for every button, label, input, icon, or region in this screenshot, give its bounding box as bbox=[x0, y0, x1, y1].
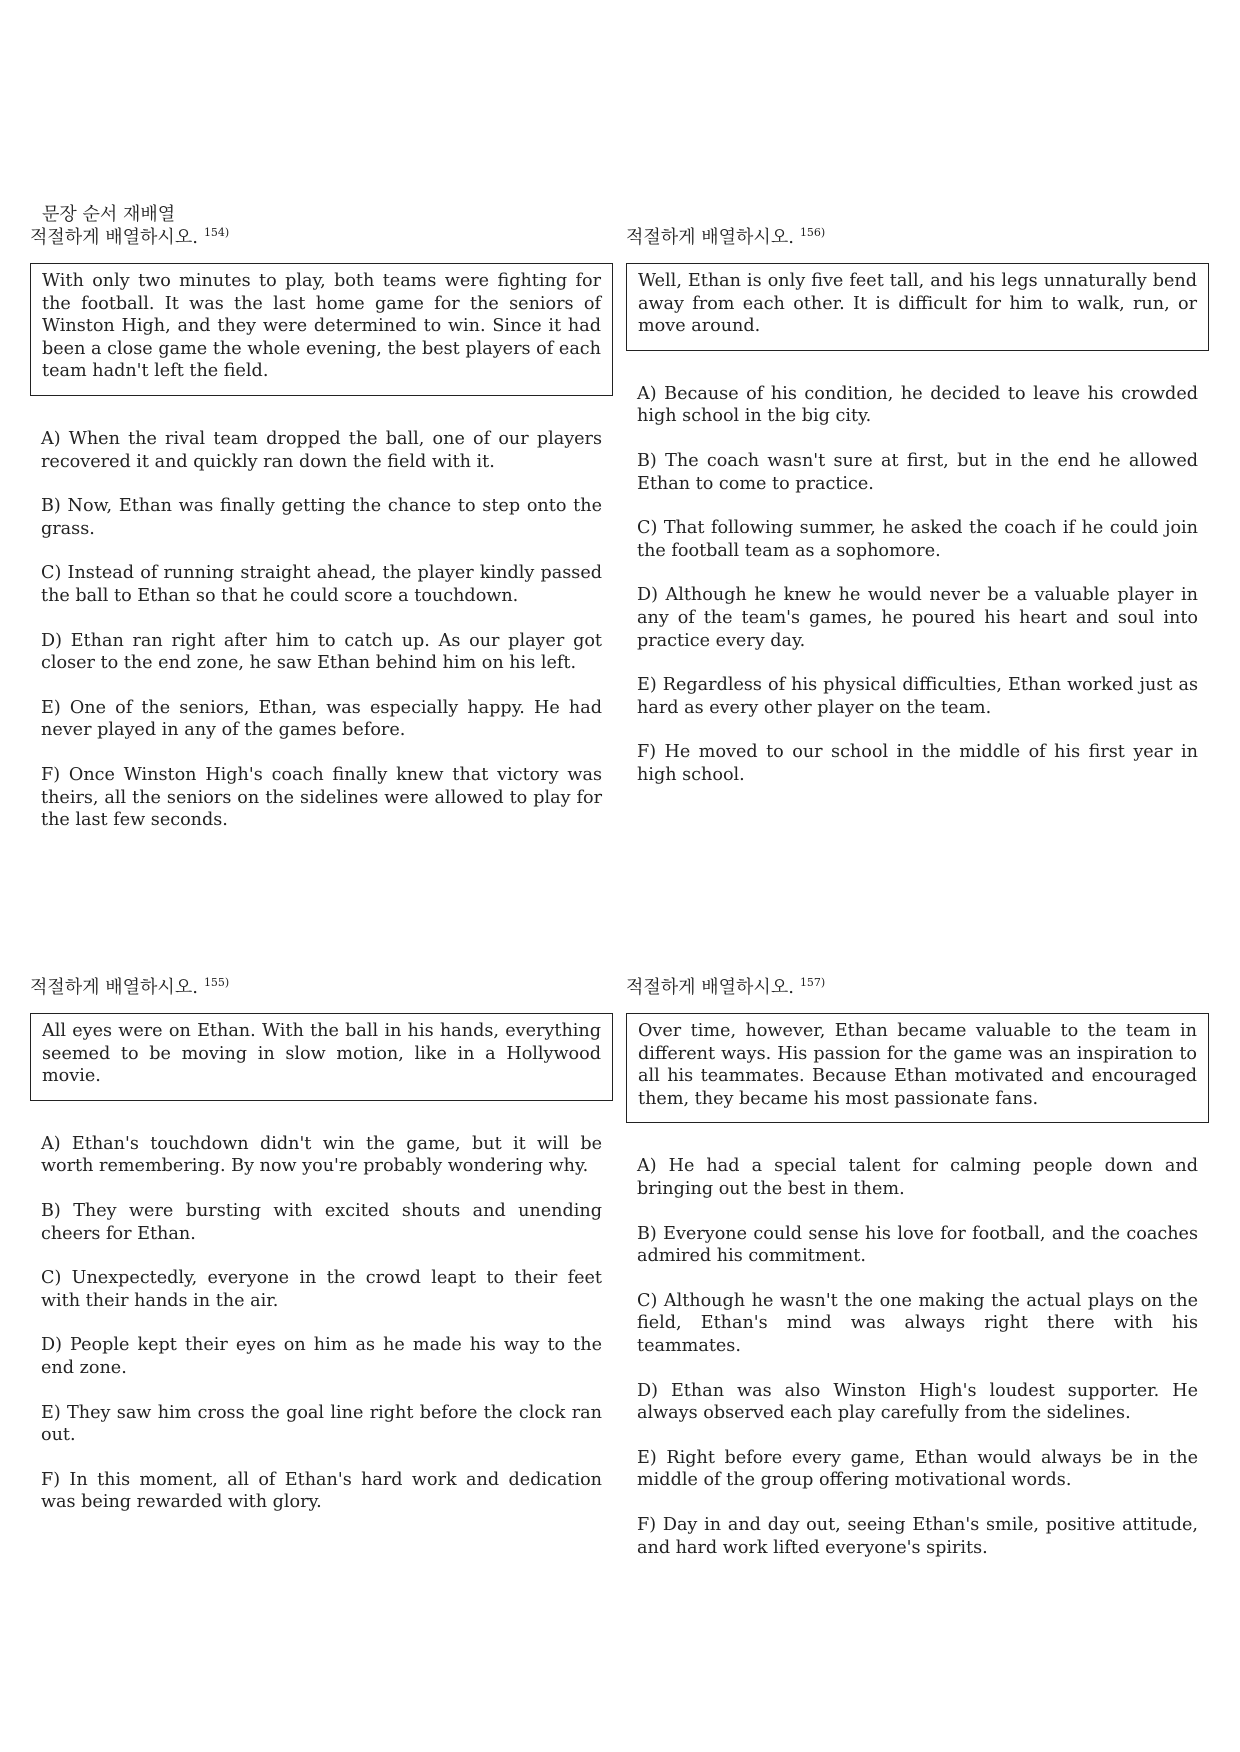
question-number: 154) bbox=[203, 226, 230, 239]
question-154 bbox=[30, 227, 613, 832]
option-list bbox=[626, 1155, 1209, 1559]
question-instruction: 적절하게 배열하시오. bbox=[30, 227, 198, 248]
option-d: D) Ethan was also Winston High's loudest supporter. He always observed each play carefully from the sidelines. bbox=[637, 1380, 1198, 1424]
option-c: C) Instead of running straight ahead, the player kindly passed the ball to Ethan so that he could score a touchdown. bbox=[41, 563, 602, 606]
option-f: F) Day in and day out, seeing Ethan's smile, positive attitude, and hard work lifted everyone's spirits. bbox=[637, 1514, 1198, 1558]
option-d: D) Ethan ran right after him to catch up. As our player got closer to the end zone, he saw Ethan behind him on his left. bbox=[41, 630, 602, 674]
option-b: B) The coach wasn't sure at first, but in the end he allowed Ethan to come to practice. bbox=[637, 450, 1198, 494]
option-a: A) When the rival team dropped the ball, one of our players recovered it and quickly ran down the field with it. bbox=[41, 428, 602, 472]
option-d: D) People kept their eyes on him as he made his way to the end zone. bbox=[41, 1335, 602, 1378]
option-e: E) Right before every game, Ethan would always be in the middle of the group offering motivational words. bbox=[637, 1447, 1198, 1491]
question-number: 156) bbox=[799, 226, 826, 239]
option-b: B) Everyone could sense his love for football, and the coaches admired his commitment. bbox=[637, 1223, 1198, 1267]
question-heading bbox=[626, 977, 1209, 999]
passage-box: Well, Ethan is only five feet tall, and his legs unnaturally bend away from each other. It is difficult for him to walk, run, or move around. bbox=[626, 263, 1209, 351]
section-title: 문장 순서 재배열 bbox=[42, 204, 176, 225]
question-156 bbox=[626, 227, 1209, 787]
option-f: F) In this moment, all of Ethan's hard work and dedication was being rewarded with glory. bbox=[41, 1469, 602, 1513]
question-heading bbox=[30, 977, 613, 999]
option-f: F) He moved to our school in the middle of his first year in high school. bbox=[637, 742, 1198, 785]
question-heading bbox=[30, 227, 613, 249]
passage-box: Over time, however, Ethan became valuable to the team in different ways. His passion for the game was an inspiration to all his teammates. Because Ethan motivated and encouraged them, they became his most passionate fans. bbox=[626, 1013, 1209, 1123]
option-d: D) Although he knew he would never be a valuable player in any of the team's games, he poured his heart and soul into practice every day. bbox=[637, 585, 1198, 651]
option-list bbox=[30, 428, 613, 832]
option-a: A) He had a special talent for calming people down and bringing out the best in them. bbox=[637, 1156, 1198, 1199]
passage-box: All eyes were on Ethan. With the ball in his hands, everything seemed to be moving in slow motion, like in a Hollywood movie. bbox=[30, 1013, 613, 1101]
question-instruction: 적절하게 배열하시오. bbox=[30, 977, 198, 998]
option-list bbox=[626, 383, 1209, 787]
question-155 bbox=[30, 977, 613, 1514]
option-a: A) Because of his condition, he decided to leave his crowded high school in the big city. bbox=[637, 383, 1198, 427]
option-e: E) One of the seniors, Ethan, was especially happy. He had never played in any of the games before. bbox=[41, 697, 602, 741]
option-b: B) Now, Ethan was finally getting the chance to step onto the grass. bbox=[41, 496, 602, 539]
option-b: B) They were bursting with excited shouts and unending cheers for Ethan. bbox=[41, 1200, 602, 1244]
option-f: F) Once Winston High's coach finally knew that victory was theirs, all the seniors on the sidelines were allowed to play for the last few seconds. bbox=[41, 764, 602, 831]
question-heading bbox=[626, 227, 1209, 249]
question-number: 155) bbox=[203, 976, 230, 989]
option-c: C) Although he wasn't the one making the actual plays on the field, Ethan's mind was always right there with his teammates. bbox=[637, 1290, 1198, 1356]
passage-box: With only two minutes to play, both teams were fighting for the football. It was the last home game for the seniors of Winston High, and they were determined to win. Since it had been a close game the whole evening, the best players of each team hadn't left the field. bbox=[30, 263, 613, 396]
option-list bbox=[30, 1133, 613, 1514]
option-e: E) Regardless of his physical difficulties, Ethan worked just as hard as every other player on the team. bbox=[637, 675, 1198, 718]
option-c: C) Unexpectedly, everyone in the crowd leapt to their feet with their hands in the air. bbox=[41, 1268, 602, 1311]
question-instruction: 적절하게 배열하시오. bbox=[626, 227, 794, 248]
option-a: A) Ethan's touchdown didn't win the game, but it will be worth remembering. By now you're probably wondering why. bbox=[41, 1133, 602, 1177]
question-instruction: 적절하게 배열하시오. bbox=[626, 977, 794, 998]
option-c: C) That following summer, he asked the coach if he could join the football team as a sophomore. bbox=[637, 518, 1198, 561]
question-157 bbox=[626, 977, 1209, 1559]
question-number: 157) bbox=[799, 976, 826, 989]
option-e: E) They saw him cross the goal line right before the clock ran out. bbox=[41, 1402, 602, 1446]
